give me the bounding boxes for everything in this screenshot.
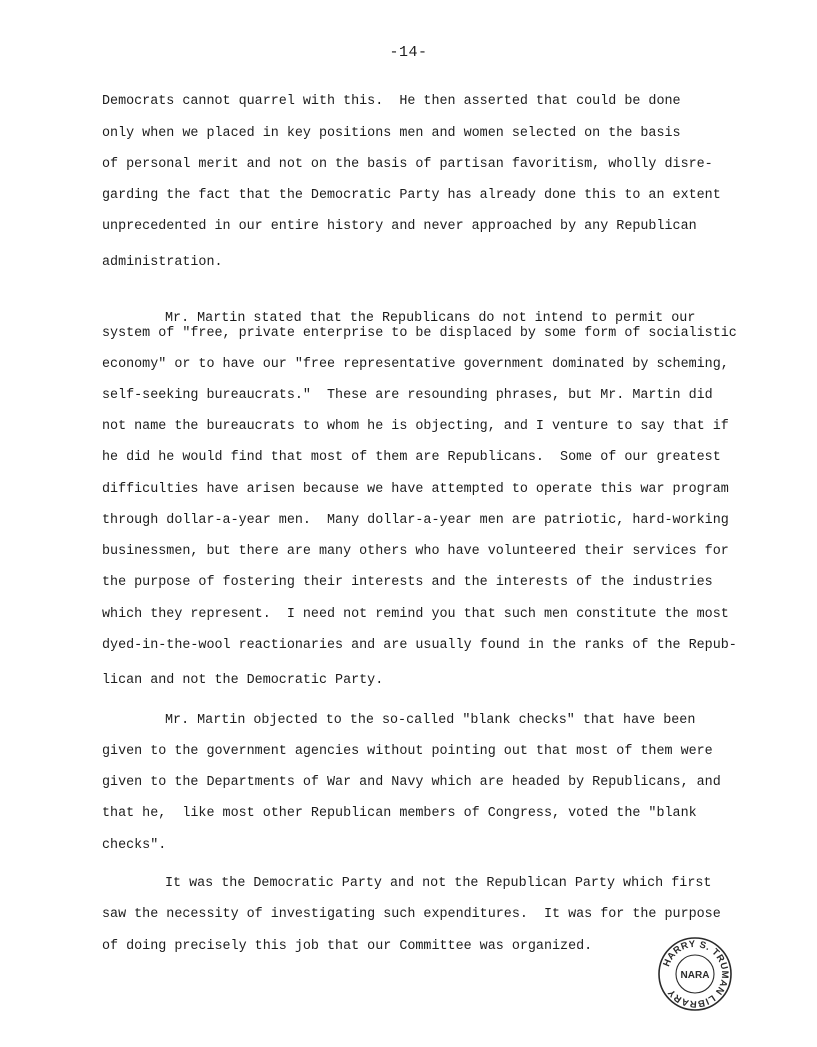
seal-icon [657,936,733,1012]
text-line: given to the Departments of War and Navy which are headed by Republicans, and [102,775,721,790]
text-line: the purpose of fostering their interests and the interests of the industries [102,575,713,590]
svg-text:HARRY S. TRUMAN LIBRARY: HARRY S. TRUMAN LIBRARY [661,938,731,1010]
text-line: businessmen, but there are many others who have volunteered their services for [102,544,729,559]
text-line: only when we placed in key positions men and women selected on the basis [102,126,681,141]
text-line: through dollar-a-year men. Many dollar-a-year men are patriotic, hard-working [102,513,729,528]
text-line: Mr. Martin stated that the Republicans do not intend to permit our [165,311,696,326]
svg-text:NARA: NARA [680,970,710,981]
text-line: checks". [102,838,167,853]
text-line: self-seeking bureaucrats." These are resounding phrases, but Mr. Martin did [102,388,713,403]
text-line: which they represent. I need not remind you that such men constitute the most [102,607,729,622]
text-line: of doing precisely this job that our Committee was organized. [102,939,593,954]
text-line: economy" or to have our "free representative government dominated by scheming, [102,357,729,372]
text-line: saw the necessity of investigating such expenditures. It was for the purpose [102,907,721,922]
page-number: -14- [389,44,428,61]
text-line: It was the Democratic Party and not the Republican Party which first [165,876,712,891]
text-line: lican and not the Democratic Party. [102,673,384,688]
text-line: given to the government agencies without pointing out that most of them were [102,744,713,759]
library-seal-stamp [657,936,733,1012]
text-line: of personal merit and not on the basis of partisan favoritism, wholly disre- [102,157,713,172]
text-line: administration. [102,255,223,270]
text-line: that he, like most other Republican members of Congress, voted the "blank [102,806,697,821]
text-line: unprecedented in our entire history and never approached by any Republican [102,219,697,234]
text-line: Mr. Martin objected to the so-called "blank checks" that have been [165,713,696,728]
text-line: dyed-in-the-wool reactionaries and are usually found in the ranks of the Repub- [102,638,737,653]
text-line: not name the bureaucrats to whom he is objecting, and I venture to say that if [102,419,729,434]
text-line: garding the fact that the Democratic Party has already done this to an extent [102,188,721,203]
text-line: he did he would find that most of them are Republicans. Some of our greatest [102,450,721,465]
text-line: Democrats cannot quarrel with this. He then asserted that could be done [102,94,681,109]
text-line: difficulties have arisen because we have attempted to operate this war program [102,482,729,497]
text-line: system of "free, private enterprise to be displaced by some form of socialistic [102,326,737,341]
